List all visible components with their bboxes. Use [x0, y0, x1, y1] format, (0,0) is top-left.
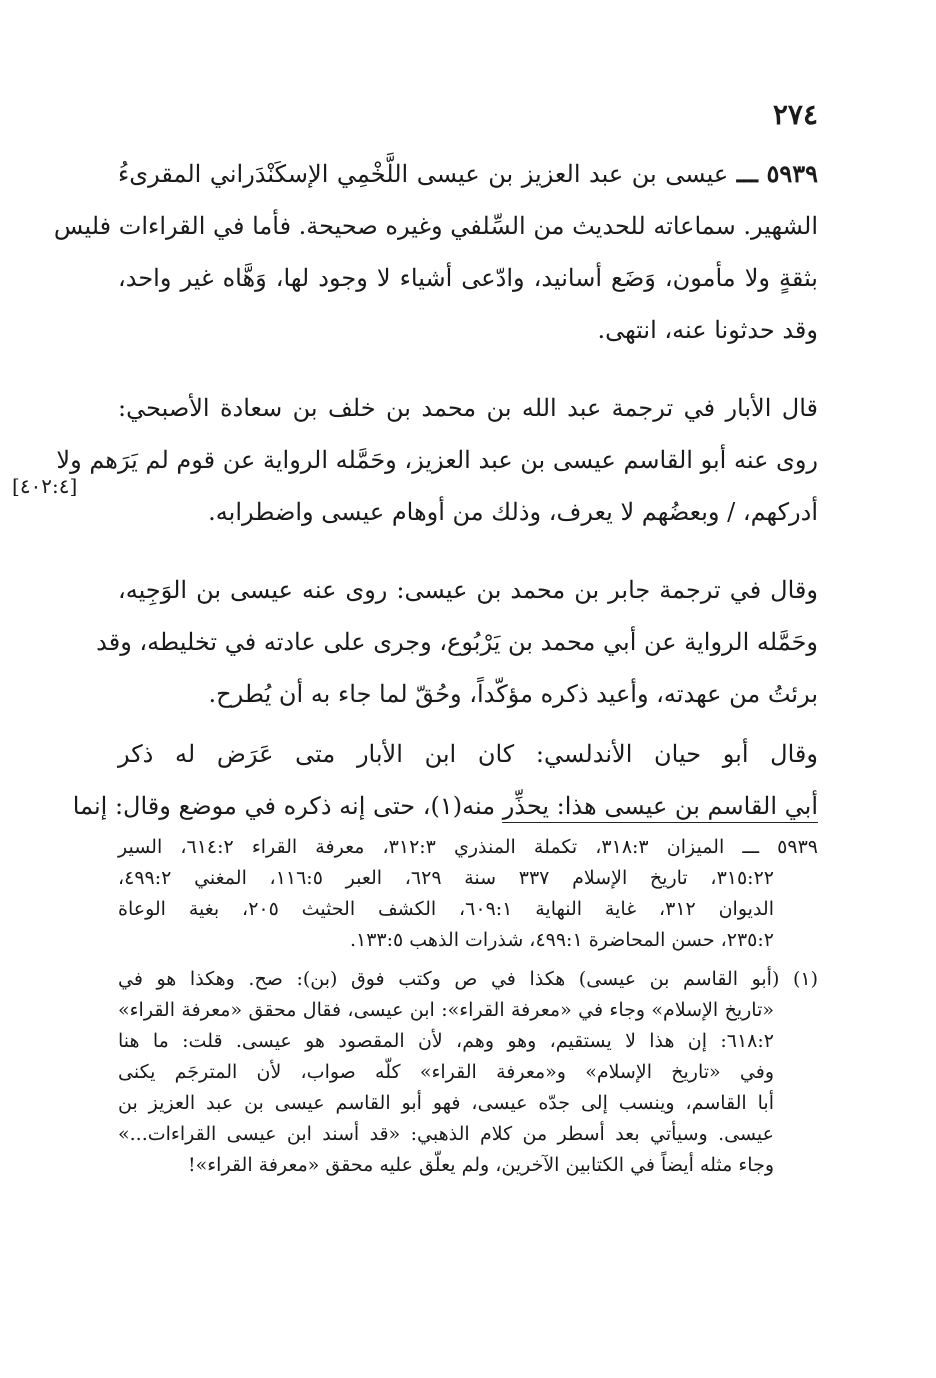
entry-heading-line — [118, 148, 818, 200]
paragraph-line: برئتُ من عهدته، وأعيد ذكره مؤكّداً، وحُقّ لما جاء به أن يُطرح. — [208, 680, 818, 708]
margin-volume-reference: [٤٠٢:٤] — [12, 474, 78, 498]
footnotes — [118, 832, 818, 1181]
paragraph-line: أدركهم، / وبعضُهم لا يعرف، وذلك من أوهام عيسى واضطرابه. — [208, 498, 818, 526]
footnote-sources-line: ٣١٥:٢٢، تاريخ الإسلام ٣٣٧ سنة ٦٢٩، العبر ١١٦:٥، المغني ٤٩٩:٢، — [118, 867, 774, 889]
footnote-1-line: وجاء مثله أيضاً في الكتابين الآخرين، ولم يعلّق عليه محقق «معرفة القراء»! — [187, 1154, 774, 1176]
entry-line: الشهير. سماعاته للحديث من السِّلفي وغيره صحيحة. فأما في القراءات فليس — [53, 212, 818, 240]
footnote-1-line: وفي «تاريخ الإسلام» و«معرفة القراء» كلّه صواب، لأن المترجَم يكنى — [118, 1061, 774, 1083]
footnote-sources-line: الديوان ٣١٢، غاية النهاية ٦٠٩:١، الكشف الحثيث ٢٠٥، بغية الوعاة — [118, 898, 774, 920]
footnote-divider — [502, 822, 818, 823]
footnote-1-line: أبا القاسم، وينسب إلى جدّه عيسى، فهو أبو القاسم عيسى بن عبد العزيز بن — [118, 1092, 774, 1114]
footnote-sources-line: ٢٣٥:٢، حسن المحاضرة ٤٩٩:١، شذرات الذهب ١٣٣:٥. — [349, 929, 774, 951]
paragraph-line: وحَمَّله الرواية عن أبي محمد بن يَرْبُوع، وجرى على عادته في تخليطه، وقد — [96, 628, 818, 656]
footnote-1-line: عيسى. وسيأتي بعد أسطر من كلام الذهبي: «قد أسند ابن عيسى القراءات...» — [118, 1123, 774, 1145]
paragraph-line: روى عنه أبو القاسم عيسى بن عبد العزيز، وحَمَّله الرواية عن قوم لم يَرَهم ولا — [56, 446, 818, 474]
paragraph-line: وقال أبو حيان الأندلسي: كان ابن الأبار متى عَرَض له ذكر — [118, 740, 818, 768]
footnote-1-line: (١) (أبو القاسم بن عيسى) هكذا في ص وكتب فوق (بن): صح. وهكذا هو في — [118, 968, 818, 990]
main-text — [53, 148, 819, 832]
paragraph-line: قال الأبار في ترجمة عبد الله بن محمد بن خلف بن سعادة الأصبحي: — [118, 394, 818, 422]
paragraph-line: أبي القاسم بن عيسى هذا: يحذِّر منه(١)، حتى إنه ذكره في موضع وقال: إنما — [72, 792, 818, 820]
page-number: ٢٧٤ — [772, 98, 818, 131]
paragraph-line: وقال في ترجمة جابر بن محمد بن عيسى: روى عنه عيسى بن الوَجِيه، — [118, 576, 818, 604]
footnote-1-line: «تاريخ الإسلام» وجاء في «معرفة القراء»: ابن عيسى، فقال محقق «معرفة القراء» — [118, 999, 774, 1021]
entry-dash: ـــ — [736, 159, 758, 188]
footnote-1-line: ٦١٨:٢: إن هذا لا يستقيم، وهو وهم، لأن المقصود هو عيسى. قلت: ما هنا — [118, 1030, 774, 1052]
entry-number: ٥٩٣٩ — [766, 159, 819, 188]
entry-line: وقد حدثونا عنه، انتهى. — [597, 316, 818, 344]
entry-title: عيسى بن عبد العزيز بن عيسى اللَّخْمِي الإسكَنْدَراني المقرىءُ — [118, 160, 729, 188]
footnote-sources-line: ٥٩٣٩ ـــ الميزان ٣١٨:٣، تكملة المنذري ٣١٢:٣، معرفة القراء ٦١٤:٢، السير — [118, 836, 818, 858]
entry-line: بثقةٍ ولا مأمون، وَضَع أسانيد، وادّعى أشياء لا وجود لها، وَهَّاه غير واحد، — [118, 264, 818, 292]
